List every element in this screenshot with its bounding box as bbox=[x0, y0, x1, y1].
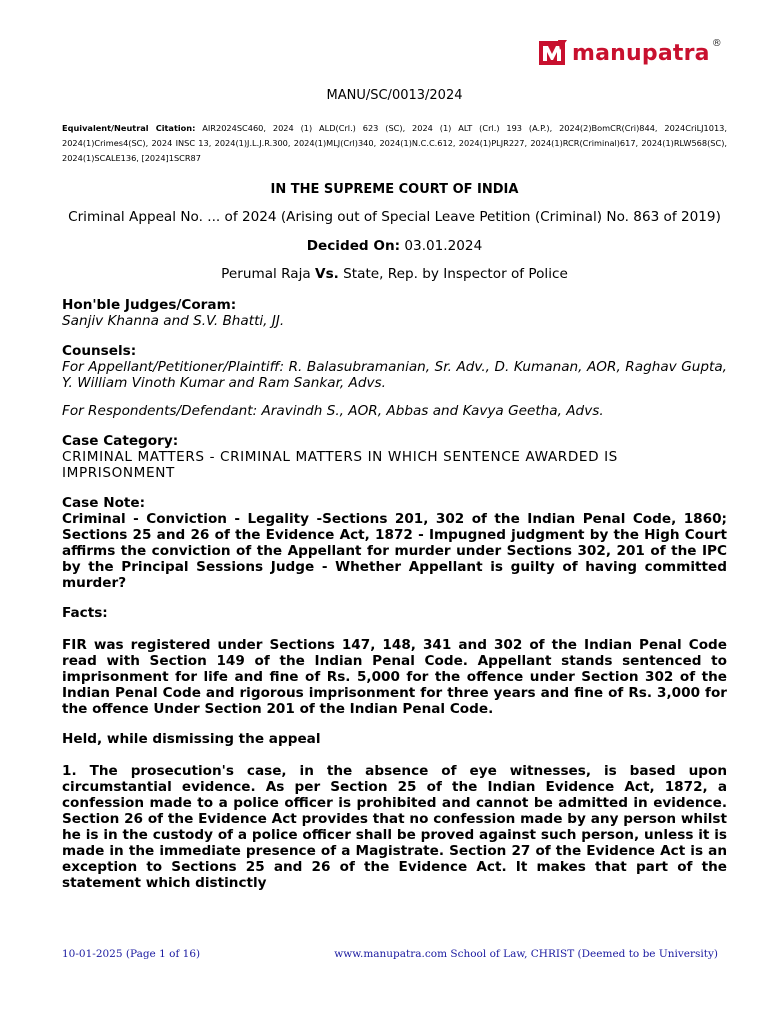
case-parties bbox=[62, 266, 727, 282]
manu-citation-id: MANU/SC/0013/2024 bbox=[326, 88, 463, 103]
manupatra-logo bbox=[538, 38, 724, 68]
versus: Vs. bbox=[315, 266, 339, 282]
judgment-document bbox=[62, 88, 727, 905]
appeal-title: Criminal Appeal No. ... of 2024 (Arising out of Special Leave Petition (Criminal) No. 863 of 2019) bbox=[68, 209, 721, 225]
logo-registered-mark: ® bbox=[711, 37, 722, 49]
facts-text: FIR was registered under Sections 147, 148, 341 and 302 of the Indian Penal Code read with Section 149 of the Indian Penal Code. Appellant stands sentenced to imprisonment for life and fine of Rs. 5,000 for the offence under Section 302 of the Indian Penal Code and rigorous imprisonment for three years and fine of Rs. 3,000 for the offence Under Section 201 of the Indian Penal Code. bbox=[62, 637, 727, 717]
footer-institution: School of Law, CHRIST (Deemed to be University) bbox=[450, 948, 718, 960]
footer-date-page: 10-01-2025 (Page 1 of 16) bbox=[62, 948, 201, 960]
decided-on bbox=[62, 238, 727, 254]
case-note-section bbox=[62, 495, 727, 591]
party-respondent: State, Rep. by Inspector of Police bbox=[343, 266, 568, 282]
decided-label: Decided On: bbox=[306, 238, 401, 254]
judges-names: Sanjiv Khanna and S.V. Bhatti, JJ. bbox=[62, 313, 285, 329]
judges-heading: Hon'ble Judges/Coram: bbox=[62, 297, 237, 313]
facts-section bbox=[62, 637, 727, 717]
citation-text: AIR2024SC460, 2024 (1) ALD(Crl.) 623 (SC), 2024 (1) ALT (Crl.) 193 (A.P.), 2024(2)BomCR(Cri)844, 2024CriLJ1013, 2024(1)Crimes4(SC), 2024 INSC 13, 2024(1)J.L.J.R.300, 2024(1)MLJ(Crl)340, 2024(1)N.C.C.612, 2024(1)PLJR227, 2024(1)RCR(Criminal)617, 2024(1)RLW568(SC), 2024(1)SCALE136, [2024]1SCR87 bbox=[62, 123, 727, 163]
case-note-text: Criminal - Conviction - Legality -Sections 201, 302 of the Indian Penal Code, 1860; Sections 25 and 26 of the Evidence Act, 1872 - Impugned judgment by the High Court affirms the conviction of the Appellant for murder under Sections 302, 201 of the IPC by the Principal Sessions Judge - Whether Appellant is guilty of having committed murder? bbox=[62, 511, 727, 591]
case-note-heading: Case Note: bbox=[62, 495, 146, 511]
held-section bbox=[62, 763, 727, 891]
decided-date: 03.01.2024 bbox=[404, 238, 483, 254]
category-text: CRIMINAL MATTERS - CRIMINAL MATTERS IN WHICH SENTENCE AWARDED IS IMPRISONMENT bbox=[62, 449, 618, 481]
footer-site[interactable]: www.manupatra.com bbox=[334, 948, 448, 960]
logo-wordmark: manupatra bbox=[572, 40, 710, 66]
held-heading-section bbox=[62, 731, 727, 747]
facts-heading: Facts: bbox=[62, 605, 108, 621]
citation-label: Equivalent/Neutral Citation: bbox=[62, 123, 196, 133]
judges-section bbox=[62, 297, 727, 329]
equivalent-citations bbox=[62, 121, 727, 166]
counsels-section bbox=[62, 343, 727, 419]
category-heading: Case Category: bbox=[62, 433, 179, 449]
counsel-appellant: For Appellant/Petitioner/Plaintiff: R. Balasubramanian, Sr. Adv., D. Kumanan, AOR, Raghav Gupta, Y. William Vinoth Kumar and Ram Sankar, Advs. bbox=[62, 359, 727, 391]
party-appellant: Perumal Raja bbox=[221, 266, 311, 282]
counsel-respondent: For Respondents/Defendant: Aravindh S., AOR, Abbas and Kavya Geetha, Advs. bbox=[62, 403, 604, 419]
held-heading: Held, while dismissing the appeal bbox=[62, 731, 321, 747]
court-name: IN THE SUPREME COURT OF INDIA bbox=[270, 182, 519, 197]
footer-site-institution bbox=[334, 948, 718, 960]
manupatra-logo-icon bbox=[538, 38, 568, 68]
held-paragraph-1: 1. The prosecution's case, in the absence of eye witnesses, is based upon circumstantial evidence. As per Section 25 of the Indian Evidence Act, 1872, a confession made to a police officer is prohibited and cannot be admitted in evidence. Section 26 of the Evidence Act provides that no confession made by any person whilst he is in the custody of a police officer shall be proved against such person, unless it is made in the immediate presence of a Magistrate. Section 27 of the Evidence Act is an exception to Sections 25 and 26 of the Evidence Act. It makes that part of the statement which distinctly bbox=[62, 763, 727, 891]
category-section bbox=[62, 433, 727, 481]
facts-heading-section bbox=[62, 605, 727, 621]
counsels-heading: Counsels: bbox=[62, 343, 137, 359]
